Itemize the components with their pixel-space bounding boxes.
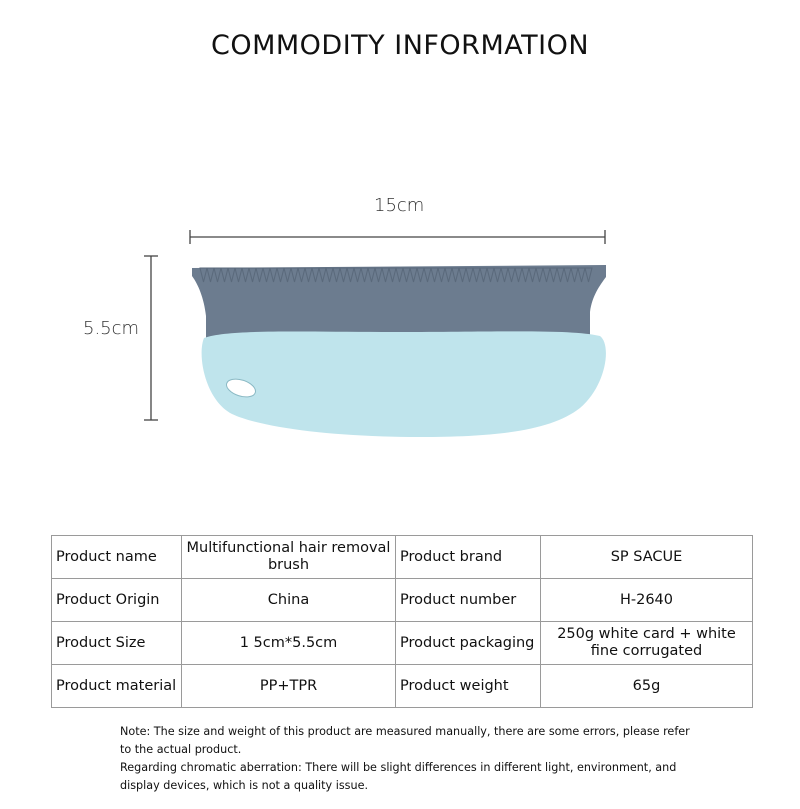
spec-label-product-brand: Product brand xyxy=(396,536,541,579)
spec-value-product-size: 1 5cm*5.5cm xyxy=(182,622,396,665)
notes xyxy=(120,723,700,795)
spec-value-product-name: Multifunctional hair removal brush xyxy=(182,536,396,579)
page-title: COMMODITY INFORMATION xyxy=(210,30,590,61)
spec-value-product-brand: SP SACUE xyxy=(541,536,753,579)
table-row xyxy=(52,622,753,665)
spec-value-product-weight: 65g xyxy=(541,665,753,708)
height-dimension-label: 5.5cm xyxy=(83,318,140,339)
height-dimension-line xyxy=(144,256,158,420)
table-row xyxy=(52,536,753,579)
spec-table xyxy=(51,535,753,708)
spec-label-product-number: Product number xyxy=(396,579,541,622)
table-row xyxy=(52,579,753,622)
width-dimension-line xyxy=(190,230,605,244)
spec-value-product-number: H-2640 xyxy=(541,579,753,622)
measurement-note: Note: The size and weight of this product are measured manually, there are some errors, please refer to the actual product. xyxy=(120,725,690,756)
spec-label-product-origin: Product Origin xyxy=(52,579,182,622)
table-row xyxy=(52,665,753,708)
spec-value-product-material: PP+TPR xyxy=(182,665,396,708)
product-illustration xyxy=(0,220,800,450)
spec-label-product-material: Product material xyxy=(52,665,182,708)
spec-label-product-packaging: Product packaging xyxy=(396,622,541,665)
spec-label-product-weight: Product weight xyxy=(396,665,541,708)
width-dimension-label: 15cm xyxy=(374,195,425,216)
spec-label-product-name: Product name xyxy=(52,536,182,579)
spec-value-product-packaging: 250g white card + white fine corrugated xyxy=(541,622,753,665)
spec-value-product-origin: China xyxy=(182,579,396,622)
brush-handle xyxy=(202,331,606,437)
chromatic-aberration-note: Regarding chromatic aberration: There will be slight differences in different light, environment, and display devices, which is not a quality issue. xyxy=(120,761,677,792)
spec-label-product-size: Product Size xyxy=(52,622,182,665)
